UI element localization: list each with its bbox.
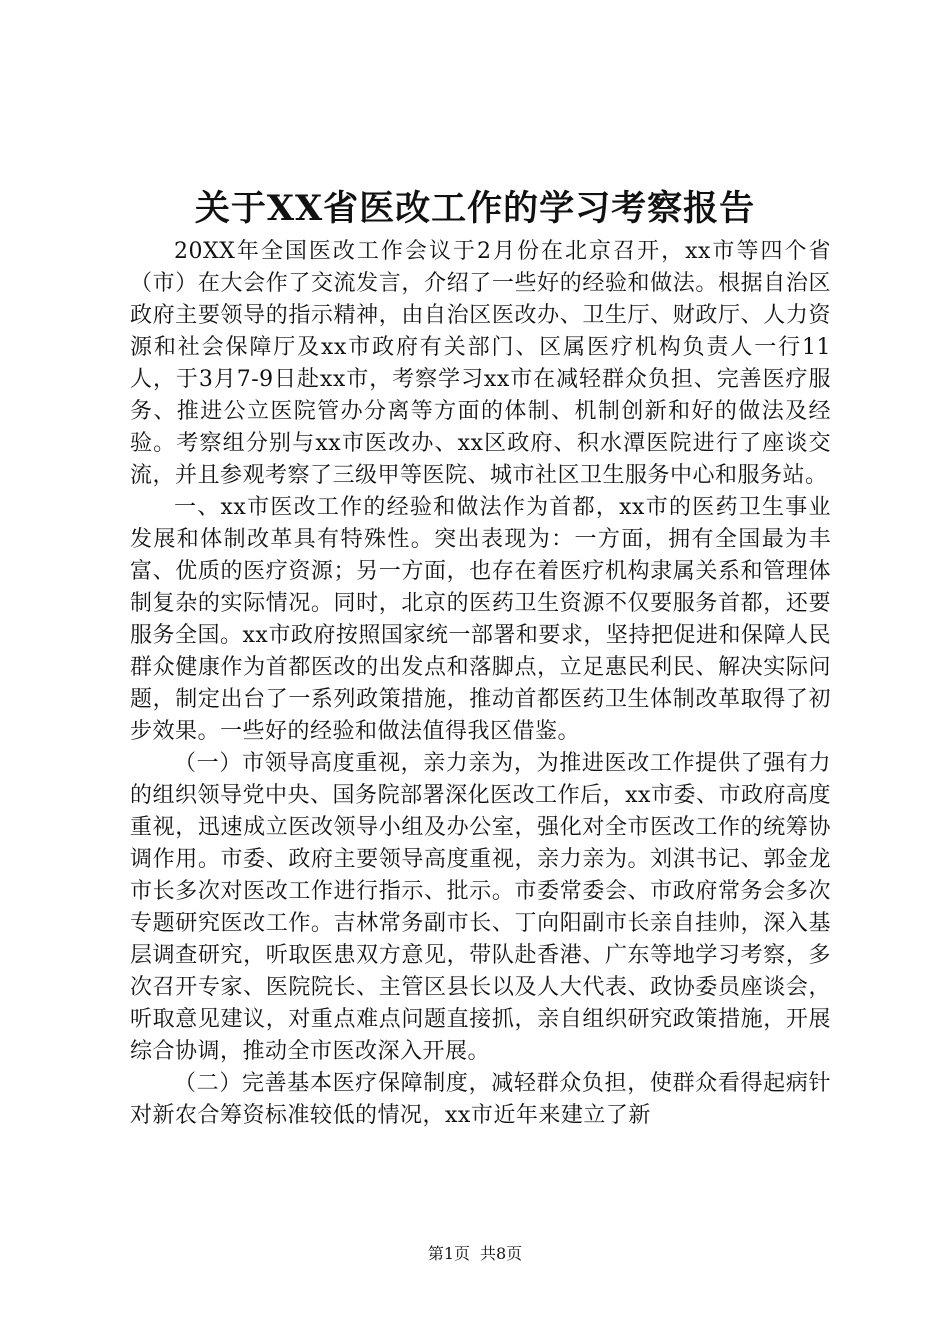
page-number: 第1页	[427, 1244, 470, 1263]
paragraph-subsection-2: （二）完善基本医疗保障制度，减轻群众负担，使群众看得起病针对新农合筹资标准较低的情况，xx市近年来建立了新	[130, 1071, 831, 1128]
document-body	[130, 236, 831, 1132]
paragraph-intro: 20XX年全国医改工作会议于2月份在北京召开，xx市等四个省（市）在大会作了交流发言，介绍了一些好的经验和做法。根据自治区政府主要领导的指示精神，由自治区医改办、卫生厅、财政厅、人力资源和社会保障厅及xx市政府有关部门、区属医疗机构负责人一行11人，于3月7-9日赴xx市，考察学习xx市在减轻群众负担、完善医疗服务、推进公立医院管办分离等方面的体制、机制创新和好的做法及经验。考察组分别与xx市医改办、xx区政府、积水潭医院进行了座谈交流，并且参观考察了三级甲等医院、城市社区卫生服务中心和服务站。	[130, 239, 831, 488]
paragraph-section-1: 一、xx市医改工作的经验和做法作为首都，xx市的医药卫生事业发展和体制改革具有特殊性。突出表现为：一方面，拥有全国最为丰富、优质的医疗资源；另一方面，也存在着医疗机构隶属关系和管理体制复杂的实际情况。同时，北京的医药卫生资源不仅要服务首都，还要服务全国。xx市政府按照国家统一部署和要求，坚持把促进和保障人民群众健康作为首都医改的出发点和落脚点，立足惠民利民、解决实际问题，制定出台了一系列政策措施，推动首都医药卫生体制改革取得了初步效果。一些好的经验和做法值得我区借鉴。	[130, 495, 831, 744]
page-footer	[0, 1242, 950, 1266]
page-total: 共8页	[480, 1244, 523, 1263]
paragraph-subsection-1: （一）市领导高度重视，亲力亲为，为推进医改工作提供了强有力的组织领导党中央、国务院部署深化医改工作后，xx市委、市政府高度重视，迅速成立医改领导小组及办公室，强化对全市医改工作的统筹协调作用。市委、政府主要领导高度重视，亲力亲为。刘淇书记、郭金龙市长多次对医改工作进行指示、批示。市委常委会、市政府常务会多次专题研究医改工作。吉林常务副市长、丁向阳副市长亲自挂帅，深入基层调查研究，听取医患双方意见，带队赴香港、广东等地学习考察，多次召开专家、医院院长、主管区县长以及人大代表、政协委员座谈会，听取意见建议，对重点难点问题直接抓，亲自组织研究政策措施，开展综合协调，推动全市医改深入开展。	[130, 751, 831, 1064]
document-title: 关于XX省医改工作的学习考察报告	[194, 188, 756, 229]
